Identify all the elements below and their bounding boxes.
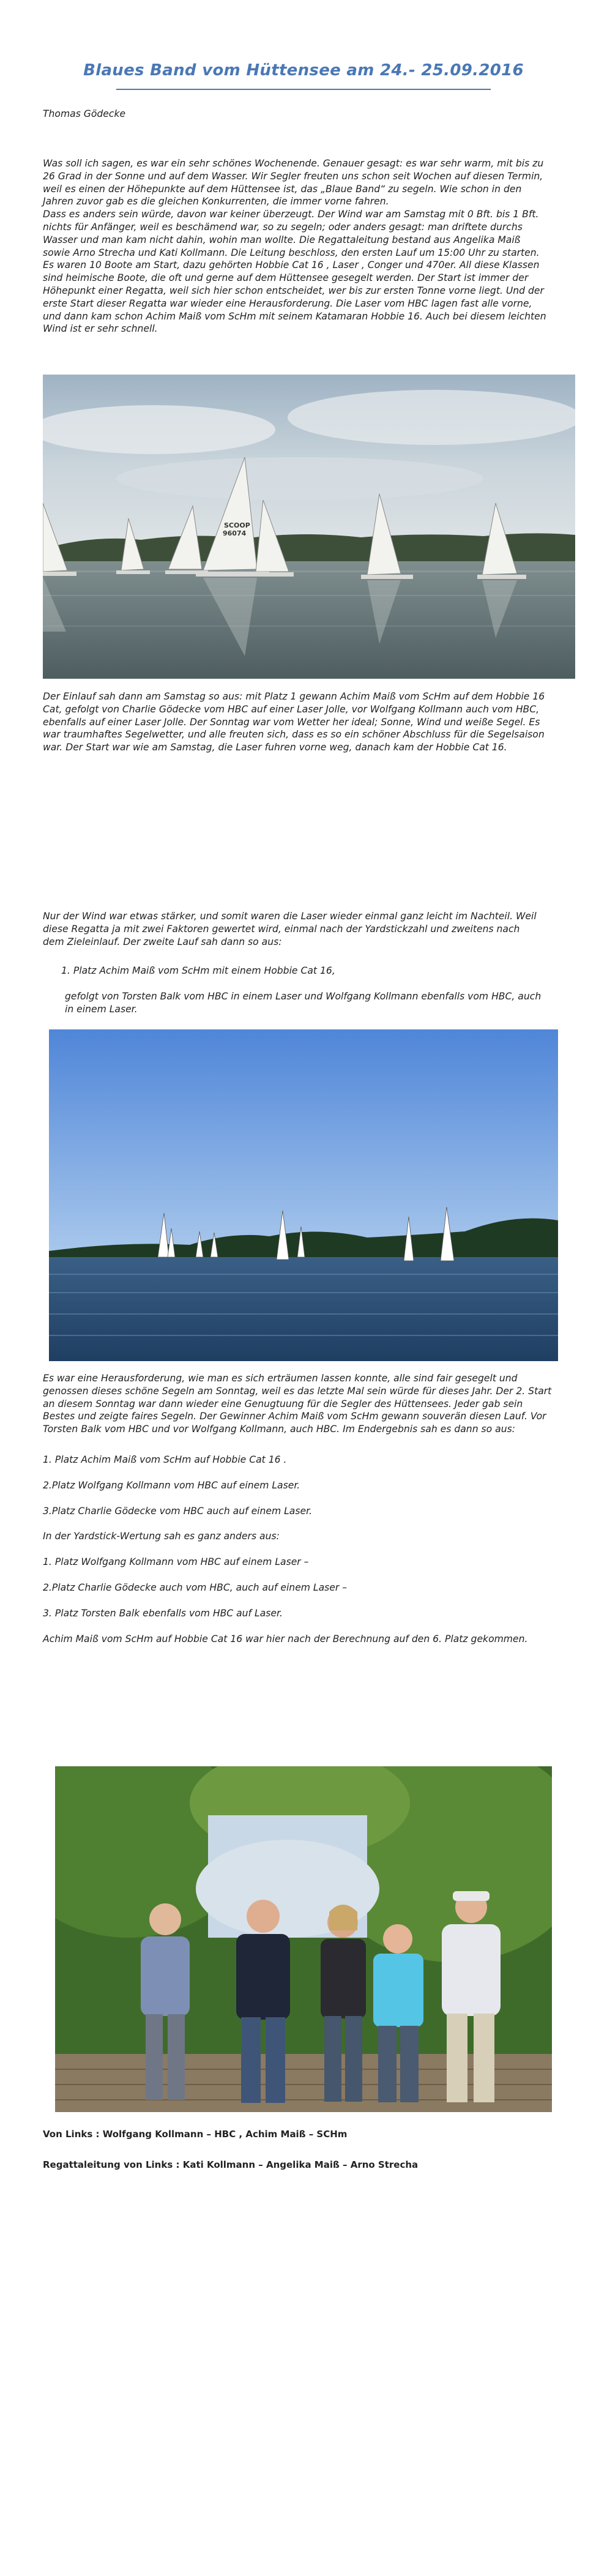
- author-name: Thomas Gödecke: [43, 108, 126, 119]
- second-race-followers: [65, 990, 591, 1016]
- photo-caption-1: Von Links : Wolfgang Kollmann – HBC , Achim Maiß – SCHm: [43, 2129, 348, 2140]
- yardstick-heading: In der Yardstick-Wertung sah es ganz anders aus:: [43, 1531, 280, 1542]
- wind-paragraph: [43, 910, 569, 948]
- text-line: war traumhaftes Segelwetter, und alle freuten sich, dass es so ein schöner Abschluss für die Segelsaison: [43, 729, 545, 741]
- text-line: war. Der Start war wie am Samstag, die Laser fuhren vorne weg, danach kam der Hobbie Cat 16.: [43, 742, 507, 753]
- yardstick-line: 2.Platz Charlie Gödecke auch vom HBC, auch auf einem Laser –: [43, 1581, 348, 1593]
- page-title: Blaues Band vom Hüttensee am 24.- 25.09.2016: [83, 61, 524, 80]
- yardstick-line: 3. Platz Torsten Balk ebenfalls vom HBC auf Laser.: [43, 1607, 283, 1619]
- text-line: und dann kam schon Achim Maiß vom ScHm mit seinem Katamaran Hobbie 16. Auch bei diesem leichten: [43, 310, 546, 322]
- text-line: Höhepunkt einer Regatta, weil sich hier schon entscheidet, wer bis zur ersten Tonne vorne liegt. Und der: [43, 285, 544, 296]
- result-line: 2.Platz Wolfgang Kollmann vom HBC auf einem Laser.: [43, 1479, 300, 1491]
- sunday-paragraph: [43, 1372, 569, 1436]
- text-line: ebenfalls auf einer Laser Jolle. Der Sonntag war vom Wetter her ideal; Sonne, Wind und weiße Segel. Es: [43, 716, 540, 728]
- text-line: Cat, gefolgt von Charlie Gödecke vom HBC auf einer Laser Jolle, vor Wolfgang Kollmann auch vom HBC,: [43, 703, 540, 715]
- second-race-list-item: [61, 965, 587, 977]
- text-line: Es waren 10 Boote am Start, dazu gehörten Hobbie Cat 16 , Laser , Conger und 470er. All diese Klassen: [43, 259, 540, 271]
- text-line: Der Einlauf sah dann am Samstag so aus: mit Platz 1 gewann Achim Maiß vom ScHm auf dem Hobbie 16: [43, 691, 545, 702]
- text-line: 1. Platz Achim Maiß vom ScHm mit einem Hobbie Cat 16,: [61, 965, 335, 976]
- text-line: Torsten Balk vom HBC und vor Wolfgang Kollmann, auch HBC. Im Endergebnis sah es dann so aus:: [43, 1424, 515, 1435]
- text-line: diese Regatta ja mit zwei Faktoren gewertet wird, einmal nach der Yardstickzahl und zweitens nach: [43, 923, 520, 935]
- text-line: 26 Grad in der Sonne und auf dem Wasser. Wir Segler freuten uns schon seit Wochen auf diesen Termin,: [43, 170, 543, 182]
- regatta-photo-sunday: [49, 1029, 558, 1361]
- text-line: Wind ist er sehr schnell.: [43, 323, 158, 335]
- text-line: an diesem Sonntag war dann wieder eine Genugtuung für die Segler des Hüttensees. Jeder gab sein: [43, 1398, 523, 1409]
- author-line: [43, 108, 569, 121]
- result-line: 1. Platz Achim Maiß vom ScHm auf Hobbie Cat 16 .: [43, 1454, 287, 1465]
- title-underline: [116, 89, 491, 90]
- text-line: in einem Laser.: [65, 1003, 138, 1015]
- regatta-photo-saturday: [43, 375, 575, 679]
- closing-line: Achim Maiß vom ScHm auf Hobbie Cat 16 war hier nach der Berechnung auf den 6. Platz gekommen.: [43, 1633, 528, 1645]
- text-line: Nur der Wind war etwas stärker, und somit waren die Laser wieder einmal ganz leicht im Nachteil. Weil: [43, 911, 537, 922]
- text-line: weil es einen der Höhepunkte auf dem Hüttensee ist, das „Blaue Band“ zu segeln. Wie schon in den: [43, 183, 522, 195]
- text-line: sind heimische Boote, die oft und gerne auf dem Hüttensee gesegelt werden. Der Start ist immer der: [43, 272, 529, 284]
- text-line: erste Start dieser Regatta war wieder eine Herausforderung. Die Laser vom HBC lagen fast alle vorne,: [43, 297, 532, 309]
- result-line: 3.Platz Charlie Gödecke vom HBC auch auf einem Laser.: [43, 1505, 313, 1517]
- text-line: Dass es anders sein würde, davon war keiner überzeugt. Der Wind war am Samstag mit 0 Bft. bis 1 Bft.: [43, 209, 539, 220]
- final-results-list: [43, 1454, 569, 1645]
- text-line: Jahren zuvor gab es die gleichen Konkurrenten, die immer vorne fahren.: [43, 196, 389, 207]
- sail-number-text: 96074: [223, 529, 247, 537]
- text-line: Wasser und man kam nicht dahin, wohin man wollte. Die Regattaleitung bestand aus Angelika Maiß: [43, 234, 521, 245]
- result-saturday-paragraph: [43, 690, 569, 754]
- yardstick-line: 1. Platz Wolfgang Kollmann vom HBC auf einem Laser –: [43, 1556, 309, 1568]
- text-line: nichts für Anfänger, weil es beschämend war, so zu segeln; oder anders gesagt: man driftete durchs: [43, 221, 523, 233]
- text-line: Es war eine Herausforderung, wie man es sich erträumen lassen konnte, alle sind fair gesegelt und: [43, 1373, 518, 1384]
- intro-paragraph: [43, 157, 569, 335]
- text-line: sowie Arno Strecha und Kati Kollmann. Die Leitung beschloss, den ersten Lauf um 15:00 Uhr zu starten.: [43, 247, 540, 258]
- text-line: genossen dieses schöne Segeln am Sonntag, weil es das letzte Mal sein würde für dieses Jahr. Der 2. Start: [43, 1385, 552, 1397]
- photo-caption-2: Regattaleitung von Links : Kati Kollmann – Angelika Maiß – Arno Strecha: [43, 2159, 419, 2170]
- text-line: dem Zieleinlauf. Der zweite Lauf sah dann so aus:: [43, 936, 282, 947]
- group-photo: [55, 1766, 552, 2112]
- text-line: Was soll ich sagen, es war ein sehr schönes Wochenende. Genauer gesagt: es war sehr warm, mit bis zu: [43, 158, 544, 169]
- text-line: gefolgt von Torsten Balk vom HBC in einem Laser und Wolfgang Kollmann ebenfalls vom HBC, auch: [65, 991, 542, 1002]
- text-line: Bestes und zeigte faires Segeln. Der Gewinner Achim Maiß vom ScHm gewann souverän diesen Lauf. Vor: [43, 1411, 546, 1422]
- sail-number-text: SCOOP: [224, 521, 250, 529]
